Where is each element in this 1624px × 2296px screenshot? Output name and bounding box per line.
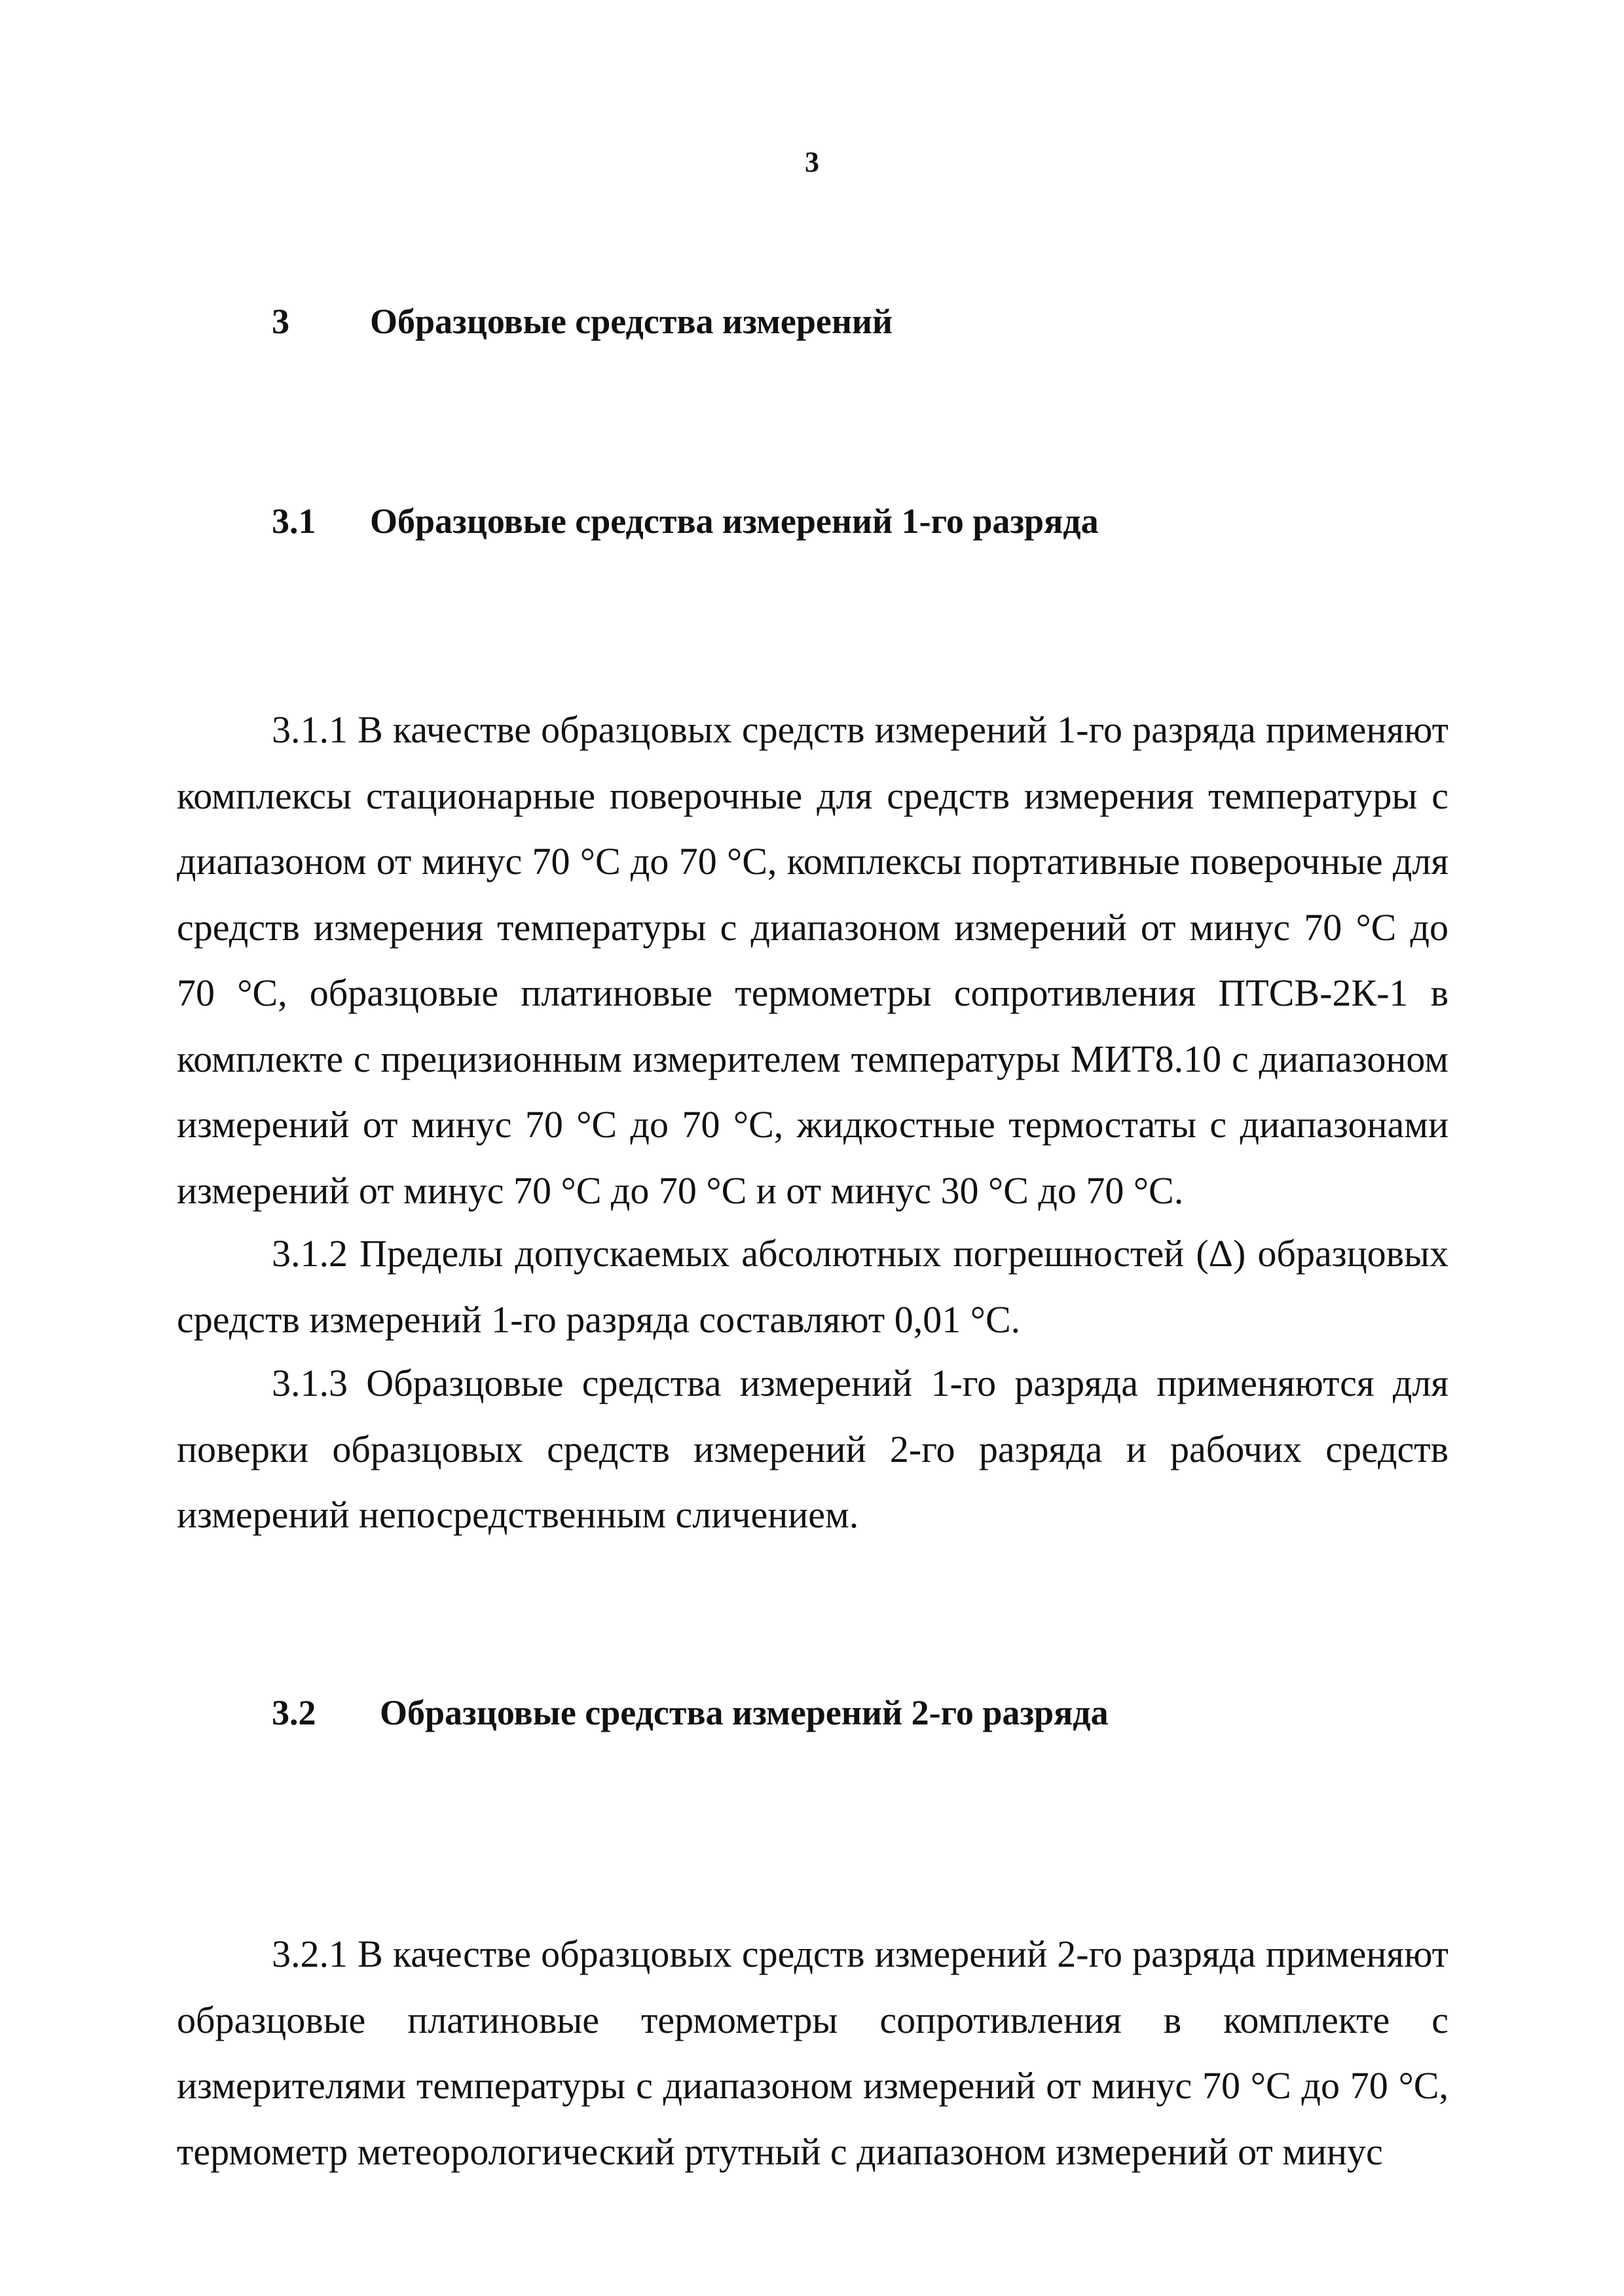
section-title: Образцовые средства измерений	[370, 302, 893, 341]
section-number: 3.1	[272, 501, 316, 541]
section-number: 3	[272, 302, 289, 341]
paragraph-3-1-3: 3.1.3 Образцовые средства измерений 1-го разряда применяются для поверки образцовых средств измерений 2-го разряда и рабочих средств измерений непосредственным сличением.	[177, 1362, 1449, 1536]
page-number: 3	[805, 146, 819, 178]
section-title: Образцовые средства измерений 2-го разряда	[380, 1693, 1109, 1732]
section-heading-3-1	[272, 501, 1099, 541]
section-title: Образцовые средства измерений 1-го разряда	[370, 501, 1099, 541]
section-number: 3.2	[272, 1693, 316, 1732]
paragraph-3-2-1: 3.2.1 В качестве образцовых средств измерений 2-го разряда применяют образцовые платиновые термометры сопротивления в комплекте с измерителями температуры с диапазоном измерений от минус 70 °С до 70 °С, термометр метеорологический ртутный с диапазоном измерений от минус	[177, 1933, 1449, 2173]
paragraph-3-1-2: 3.1.2 Пределы допускаемых абсолютных погрешностей (Δ) образцовых средств измерений 1-го разряда составляют 0,01 °С.	[177, 1232, 1449, 1341]
section-heading-3-2	[272, 1692, 1109, 1733]
paragraph-3-1-1: 3.1.1 В качестве образцовых средств измерений 1-го разряда применяют комплексы стационарные поверочные для средств измерения температуры с диапазоном от минус 70 °С до 70 °С, комплексы портативные поверочные для средств измерения температуры с диапазоном измерений от минус 70 °С до 70 °С, образцовые платиновые термометры сопротивления ПТСВ-2К-1 в комплекте с прецизионным измерителем температуры МИТ8.10 с диапазоном измерений от минус 70 °С до 70 °С, жидкостные термостаты с диапазонами измерений от минус 70 °С до 70 °С и от минус 30 °С до 70 °С.	[177, 708, 1449, 1212]
section-heading-3	[272, 301, 893, 342]
